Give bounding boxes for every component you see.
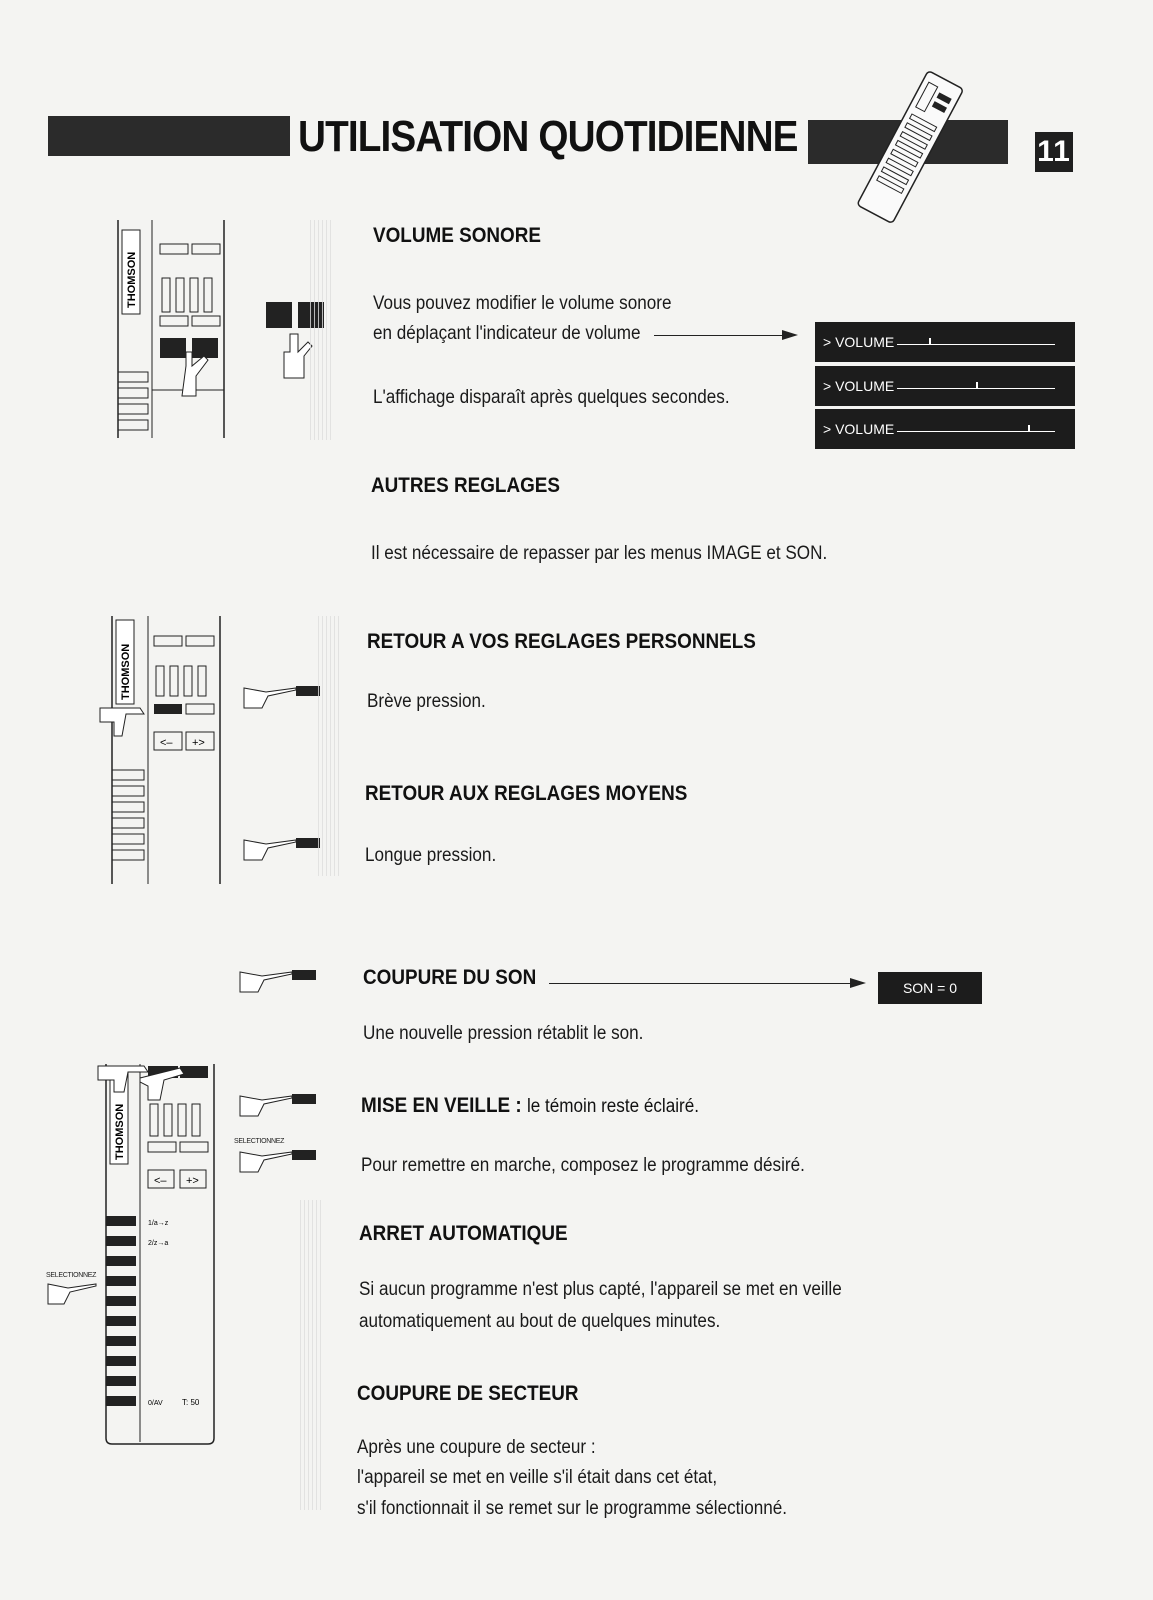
- arrow-right-icon: [782, 330, 798, 340]
- volume-display-label: > VOLUME: [823, 334, 895, 350]
- veille-text: Pour remettre en marche, composez le programme désiré.: [361, 1155, 805, 1176]
- secteur-text-line3: s'il fonctionnait il se remet sur le programme sélectionné.: [357, 1498, 788, 1519]
- veille-note: le témoin reste éclairé.: [526, 1096, 699, 1117]
- volume-arrow-line: [654, 335, 784, 336]
- page-number: 11: [1035, 132, 1073, 172]
- retour-perso-text: Brève pression.: [367, 691, 486, 712]
- pointing-hand-icon: [236, 1092, 320, 1122]
- vol-minus-key: <–: [154, 1175, 167, 1187]
- selectionnez-label: SELECTIONNEZ: [46, 1272, 97, 1279]
- heading-retour-reglages-moyens: RETOUR AUX REGLAGES MOYENS: [365, 782, 688, 805]
- volume-text-line3: L'affichage disparaît après quelques secondes.: [373, 387, 730, 408]
- pointing-hand-icon: [240, 684, 324, 714]
- vol-plus-key: +>: [192, 737, 205, 749]
- heading-autres-reglages: AUTRES REGLAGES: [371, 474, 561, 497]
- header-bar-left: [48, 116, 290, 156]
- decorative-lines: [300, 1200, 322, 1510]
- remote-brand: THOMSON: [114, 1103, 126, 1160]
- volume-slider-track: [897, 431, 1055, 432]
- heading-coupure-du-son: COUPURE DU SON: [363, 966, 537, 989]
- volume-slider-track: [897, 344, 1055, 345]
- heading-mise-en-veille: [361, 1094, 699, 1118]
- volume-slider-indicator: [929, 338, 931, 345]
- coupure-son-text: Une nouvelle pression rétablit le son.: [363, 1023, 644, 1044]
- num-key-label: 0/AV: [148, 1400, 163, 1407]
- arret-text-line2: automatiquement au bout de quelques minutes.: [359, 1311, 721, 1332]
- pointing-hand-icon: [240, 836, 324, 866]
- remote-illustration-reglages: [104, 616, 224, 886]
- secteur-text-line1: Après une coupure de secteur :: [357, 1437, 596, 1458]
- pointing-hand-icon: [236, 968, 320, 998]
- secteur-text-line2: l'appareil se met en veille s'il était dans cet état,: [357, 1467, 718, 1488]
- vol-minus-key: <–: [160, 737, 173, 749]
- volume-display-3: [815, 409, 1075, 449]
- retour-moyens-text: Longue pression.: [365, 845, 497, 866]
- heading-volume-sonore: VOLUME SONORE: [373, 224, 542, 247]
- son-display: SON = 0: [878, 972, 982, 1004]
- remote-brand: THOMSON: [120, 643, 132, 700]
- pointing-hand-icon: [46, 1282, 102, 1308]
- veille-heading-text: MISE EN VEILLE :: [361, 1094, 522, 1117]
- volume-slider-indicator: [976, 382, 978, 389]
- heading-coupure-de-secteur: COUPURE DE SECTEUR: [357, 1382, 579, 1405]
- autres-text-line1: Il est nécessaire de repasser par les menus IMAGE et SON.: [371, 543, 828, 564]
- volume-slider-indicator: [1028, 425, 1030, 432]
- model-label: T: 50: [182, 1398, 200, 1407]
- selectionnez-label: SELECTIONNEZ: [234, 1138, 285, 1145]
- num-key-label: 2/z→a: [148, 1240, 169, 1247]
- volume-text-line1: Vous pouvez modifier le volume sonore: [373, 293, 672, 314]
- page-title: UTILISATION QUOTIDIENNE: [298, 112, 798, 161]
- volume-display-label: > VOLUME: [823, 378, 895, 394]
- arret-text-line1: Si aucun programme n'est plus capté, l'appareil se met en veille: [359, 1279, 842, 1300]
- remote-illustration-header: [842, 68, 982, 228]
- heading-retour-reglages-personnels: RETOUR A VOS REGLAGES PERSONNELS: [367, 630, 756, 653]
- num-key-label: 1/a→z: [148, 1220, 169, 1227]
- vol-plus-key: +>: [186, 1175, 199, 1187]
- pointing-hand-icon: [236, 1148, 320, 1178]
- son-arrow-line: [549, 983, 854, 984]
- decorative-lines: [318, 616, 340, 876]
- volume-display-1: [815, 322, 1075, 362]
- volume-display-label: > VOLUME: [823, 421, 895, 437]
- arrow-right-icon: [850, 978, 866, 988]
- volume-text-line2: en déplaçant l'indicateur de volume: [373, 323, 641, 344]
- remote-illustration-volume: [112, 220, 232, 440]
- heading-arret-automatique: ARRET AUTOMATIQUE: [359, 1222, 568, 1245]
- remote-illustration-veille: [100, 1064, 220, 1444]
- remote-brand: THOMSON: [126, 251, 138, 308]
- volume-display-2: [815, 366, 1075, 406]
- decorative-lines: [310, 220, 332, 440]
